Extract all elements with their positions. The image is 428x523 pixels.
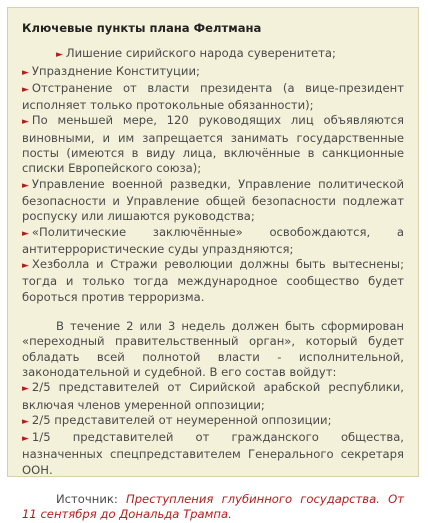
bullet-icon: ►	[22, 228, 29, 239]
plan-items-list	[22, 46, 404, 305]
source-label: Источник:	[56, 492, 118, 507]
list-item: ► 2/5 представителей от Сирийской арабской республики, включая членов умеренной оппозиции;	[22, 380, 404, 412]
list-item: ► Лишение сирийского народа суверенитета;	[56, 46, 336, 61]
bullet-icon: ►	[56, 50, 63, 61]
bullet-icon: ►	[22, 67, 29, 78]
body-paragraph: В течение 2 или 3 недель должен быть сформирован «переходный правительственный орган», который будет обладать всей полнотой власти - исполнительной, законодательной и судебной. В его состав войдут:	[22, 319, 404, 379]
list-item: ► Хезболла и Стражи революции должны быть вытеснены; тогда и только тогда международное сообщество будет бороться против терроризма.	[22, 257, 404, 304]
list-item: ► По меньшей мере, 120 руководящих лиц объявляются виновными, и им запрещается занимать государственные посты (имеются в виду лица, включённые в санкционные списки Европейского союза);	[22, 113, 404, 176]
bullet-icon: ►	[22, 416, 29, 427]
bullet-icon: ►	[22, 84, 29, 95]
box-title: Ключевые пункты плана Фелтмана	[22, 21, 262, 35]
bullet-icon: ►	[22, 384, 29, 395]
list-item: ► «Политические заключённые» освобождаются, а антитеррористические суды упраздняются;	[22, 224, 404, 256]
info-box	[7, 7, 419, 522]
list-item: ► Управление военной разведки, Управление политической безопасности и Управление общей безопасности подлежат роспуску или лишаются руководства;	[22, 176, 404, 224]
list-item: ► Отстранение от власти президента (а вице-президент исполняет только протокольные обязанности);	[22, 80, 404, 113]
spacer	[22, 305, 404, 319]
composition-section	[22, 319, 404, 478]
list-item: ► 2/5 представителей от неумеренной оппозиции;	[22, 412, 332, 427]
list-item: ► Упразднение Конституции;	[22, 63, 200, 78]
bullet-icon: ►	[22, 180, 29, 191]
list-item: ► 1/5 представителей от гражданского общества, назначенных спецпредставителем Генерального секретаря ООН.	[22, 430, 404, 477]
source-link[interactable]: Преступления глубинного государства. От 11 сентября до Дональда Трампа.	[22, 492, 405, 522]
bullet-icon: ►	[22, 261, 29, 272]
bullet-icon: ►	[22, 434, 29, 445]
source-line	[22, 492, 404, 523]
bullet-icon: ►	[22, 117, 29, 128]
